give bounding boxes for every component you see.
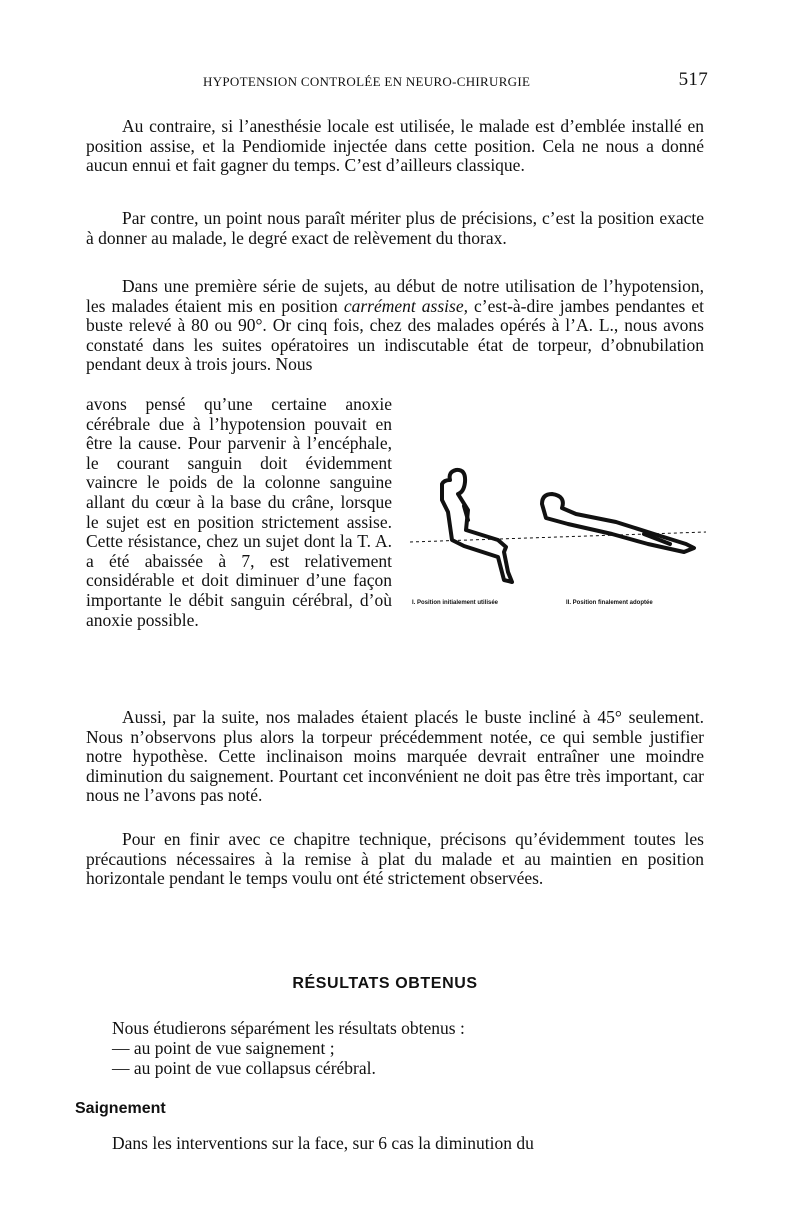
paragraph-1: [86, 117, 704, 176]
running-title: HYPOTENSION CONTROLÉE EN NEURO-CHIRURGIE: [203, 74, 531, 89]
paragraph-3-text-b: c’est-à-dire jambes pendantes et buste relevé à 80 ou 90°. Or cinq fois, chez des malades opérés à l’A. L., nous avons constaté dans les suites opératoires un indiscutable état de torpeur, d’obnubilation pendant deux à trois jours. Nous: [86, 295, 704, 375]
paragraph-2-text: Par contre, un point nous paraît mériter plus de précisions, c’est la position exacte à donner au malade, le degré exact de relèvement du thorax.: [86, 208, 704, 248]
list-item: — au point de vue collapsus cérébral.: [112, 1058, 376, 1078]
paragraph-4: [86, 708, 704, 806]
seated-patient-outline: [442, 470, 512, 582]
running-header: [203, 69, 708, 90]
list-item: — au point de vue saignement ;: [112, 1038, 335, 1058]
paragraph-5-text: Pour en finir avec ce chapitre technique, précisons qu’évidemment toutes les précautions nécessaires à la remise à plat du malade et au maintien en position horizontale pendant le temps voulu ont été strictement observées.: [86, 829, 704, 889]
paragraph-3-full: [86, 277, 704, 375]
paragraph-3-wrapped: [86, 395, 392, 630]
position-figure: [408, 462, 708, 622]
paragraph-1-text: Au contraire, si l’anesthésie locale est utilisée, le malade est d’emblée installé en position assise, et la Pendiomide injectée dans cette position. Cela ne nous a donné aucun ennui et fait gagner du temps. C’est d’ailleurs classique.: [86, 116, 704, 176]
subsection-text: Dans les interventions sur la face, sur 6 cas la diminution du: [112, 1133, 534, 1153]
figure-caption-1: I. Position initialement utilisée: [412, 600, 499, 606]
section-heading: RÉSULTATS OBTENUS: [292, 975, 478, 992]
figure-caption-2: II. Position finalement adoptée: [566, 600, 653, 606]
paragraph-3-emphasis: carrément assise,: [343, 295, 468, 316]
paragraph-5: [86, 830, 704, 889]
paragraph-4-text: Aussi, par la suite, nos malades étaient placés le buste incliné à 45° seulement. Nous n’observons plus alors la torpeur précédemment notée, ce qui semble justifier notre hypothèse. Cette inclinaison moins marquée devrait entraîner une moindre diminution du saignement. Pourtant cet inconvénient ne doit pas être très important, car nous ne l’avons pas noté.: [86, 707, 704, 806]
position-diagram: [408, 462, 708, 622]
section-intro: Nous étudierons séparément les résultats obtenus :: [112, 1018, 465, 1038]
page-number: 517: [678, 69, 708, 90]
subsection-heading: Saignement: [75, 1100, 166, 1117]
paragraph-2: [86, 209, 704, 248]
paragraph-3-text-a: Dans une première série de sujets, au début de notre utilisation de l’hypotension, les malades étaient mis en position: [86, 276, 704, 316]
paragraph-3-text-c: avons pensé qu’une certaine anoxie cérébrale due à l’hypotension pouvait en être la cause. Pour parvenir à l’encéphale, le courant sanguin doit évidemment vaincre le poids de la colonne sanguine allant du cœur à la base du crâne, lorsque le sujet est en position strictement assise. Cette résistance, chez un sujet dont la T. A. a été abaissée à 7, est relativement considérable et doit diminuer d’une façon importante le débit sanguin cérébral, d’où anoxie possible.: [86, 394, 392, 630]
